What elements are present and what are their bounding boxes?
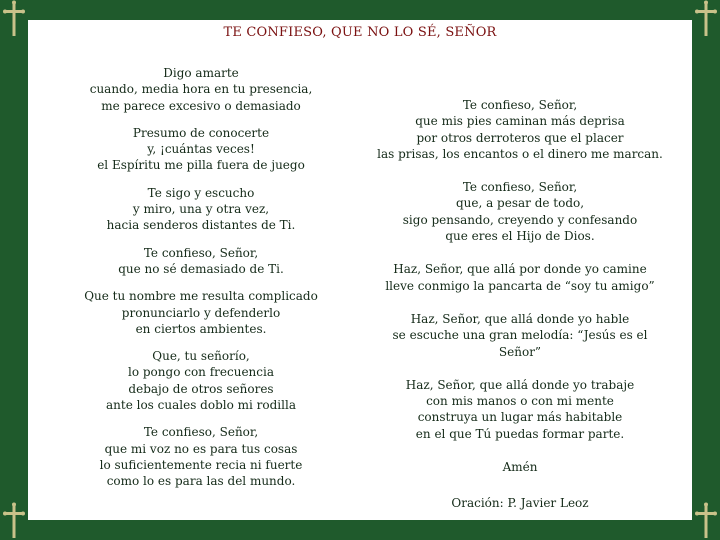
stanza: Te sigo y escucho y miro, una y otra vez, hacia senderos distantes de Ti. xyxy=(106,185,296,233)
cross-icon xyxy=(694,502,718,540)
right-column xyxy=(370,97,670,529)
stanza: Presumo de conocerte y, ¡cuántas veces! el Espíritu me pilla fuera de juego xyxy=(97,125,305,173)
left-column xyxy=(84,65,318,501)
cross-icon xyxy=(2,502,26,540)
stanza: Que tu nombre me resulta complicado pronunciarlo y defenderlo en ciertos ambientes. xyxy=(84,289,318,336)
content-area xyxy=(28,20,692,520)
cross-icon xyxy=(2,0,26,38)
stanza: Te confieso, Señor, que mi voz no es para tus cosas lo suficientemente recia ni fuerte como lo es para las del mundo. xyxy=(99,425,303,489)
stanza: Digo amarte cuando, media hora en tu presencia, me parece excesivo o demasiado xyxy=(89,66,313,113)
author-credit: Oración: P. Javier Leoz xyxy=(451,496,589,511)
border-right xyxy=(692,0,720,540)
page-title: TE CONFIESO, QUE NO LO SÉ, SEÑOR xyxy=(223,25,497,40)
border-left xyxy=(0,0,28,540)
stanza: Haz, Señor, que allá por donde yo camine lleve conmigo la pancarta de “soy tu amigo” xyxy=(385,262,655,293)
stanza: Te confieso, Señor, que no sé demasiado de Ti. xyxy=(118,245,284,276)
border-top xyxy=(0,0,720,20)
closing-amen: Amén xyxy=(502,460,538,475)
stanza: Que, tu señorío, lo pongo con frecuencia debajo de otros señores ante los cuales doblo mi rodilla xyxy=(106,349,296,413)
stanza: Te confieso, Señor, que mis pies caminan más deprisa por otros derroteros que el placer las prisas, los encantos o el dinero me marcan. xyxy=(377,98,663,161)
cross-icon xyxy=(694,0,718,38)
stanza: Haz, Señor, que allá donde yo trabaje con mis manos o con mi mente construya un lugar más habitable en el que Tú puedas formar parte. xyxy=(405,377,635,441)
stanza: Haz, Señor, que allá donde yo hable se escuche una gran melodía: “Jesús es el Señor” xyxy=(392,311,648,359)
stanza: Te confieso, Señor, que, a pesar de todo, sigo pensando, creyendo y confesando que eres el Hijo de Dios. xyxy=(402,180,638,244)
